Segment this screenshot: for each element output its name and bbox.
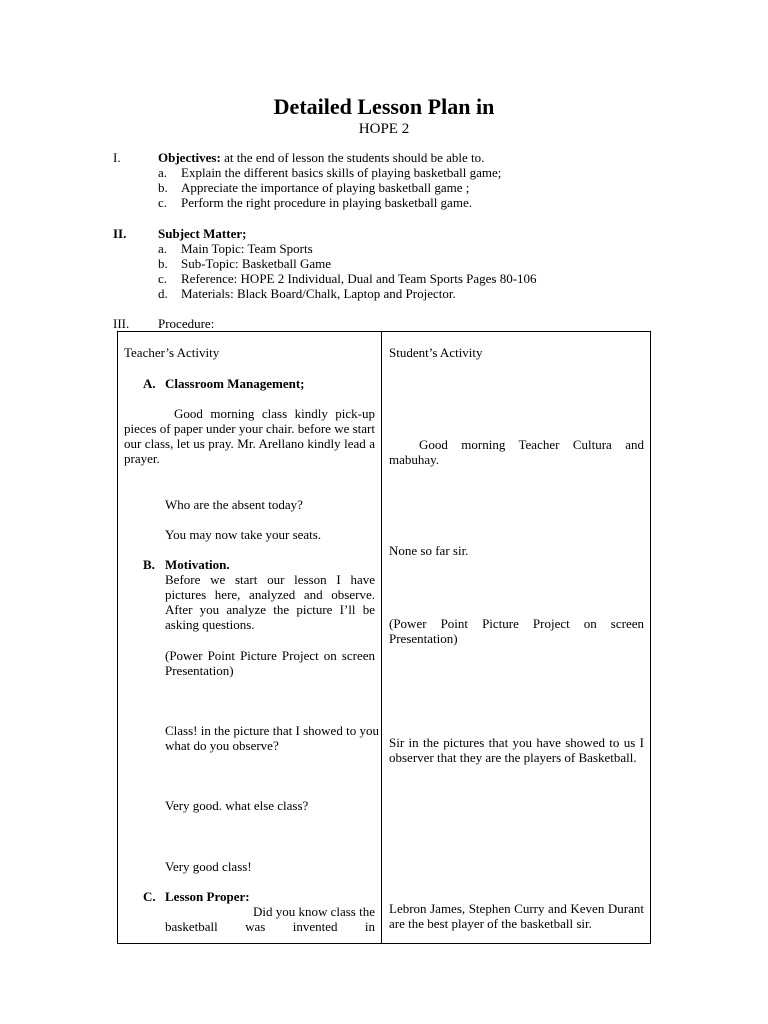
student-observe-reply: Sir in the pictures that you have showed to us I observer that they are the players of Basketball.: [389, 735, 644, 765]
subject-item-letter: b.: [158, 256, 168, 271]
teacher-motivation: Before we start our lesson I have pictures here, analyzed and observe. After you analyze the picture I’ll be asking questions.: [165, 572, 375, 632]
objective-item-text: Perform the right procedure in playing basketball game.: [181, 195, 472, 210]
subject-item-text: Sub-Topic: Basketball Game: [181, 256, 332, 271]
teacher-ppt: (Power Point Picture Project on screen Presentation): [165, 648, 375, 678]
student-greeting: Good morning Teacher Cultura and mabuhay.: [389, 437, 644, 467]
subject-item-text: Main Topic: Team Sports: [181, 241, 313, 256]
subject-matter-numeral: II.: [113, 226, 127, 241]
section-c-letter: C.: [143, 889, 156, 904]
objective-item-letter: b.: [158, 180, 168, 195]
teacher-lesson-line-2: basketball was invented in: [165, 919, 375, 934]
document-subtitle: HOPE 2: [358, 121, 410, 137]
section-c-title: Lesson Proper:: [165, 889, 250, 904]
objectives-line: [158, 150, 484, 165]
document-title: Detailed Lesson Plan in: [273, 94, 495, 119]
column-divider: [381, 332, 382, 943]
procedure-numeral: III.: [113, 316, 130, 331]
student-ppt: (Power Point Picture Project on screen Presentation): [389, 616, 644, 646]
subject-item-text: Reference: HOPE 2 Individual, Dual and Team Sports Pages 80-106: [181, 271, 537, 286]
objectives-numeral: I.: [113, 150, 121, 165]
subject-item-letter: a.: [158, 241, 168, 256]
objective-item-letter: c.: [158, 195, 168, 210]
teacher-very-good-2: Very good class!: [165, 859, 252, 874]
section-a-title: Classroom Management;: [165, 376, 305, 391]
objective-item-letter: a.: [158, 165, 168, 180]
section-b-letter: B.: [143, 557, 155, 572]
teacher-seats: You may now take your seats.: [165, 527, 322, 542]
subject-item-letter: d.: [158, 286, 168, 301]
objective-item-text: Explain the different basics skills of playing basketball game;: [181, 165, 502, 180]
teacher-activity-header: Teacher’s Activity: [124, 345, 220, 360]
procedure-table: [117, 331, 651, 944]
teacher-absent-question: Who are the absent today?: [165, 497, 303, 512]
teacher-greeting: Good morning class kindly pick-up pieces of paper under your chair. before we start our class, let us pray. Mr. Arellano kindly lead a prayer.: [124, 406, 375, 466]
teacher-lesson-line-1: Did you know class the: [252, 904, 375, 919]
section-a-letter: A.: [143, 376, 156, 391]
objective-item-text: Appreciate the importance of playing basketball game ;: [181, 180, 470, 195]
subject-matter-label: Subject Matter;: [158, 226, 247, 241]
section-b-title: Motivation.: [165, 557, 230, 572]
teacher-very-good-1: Very good. what else class?: [165, 798, 309, 813]
student-activity-header: Student’s Activity: [389, 345, 483, 360]
subject-item-letter: c.: [158, 271, 168, 286]
teacher-observe-question: Class! in the picture that I showed to you what do you observe?: [165, 723, 379, 753]
subject-item-text: Materials: Black Board/Chalk, Laptop and Projector.: [181, 286, 456, 301]
objectives-intro: at the end of lesson the students should be able to.: [220, 150, 485, 165]
student-players-reply: Lebron James, Stephen Curry and Keven Durant are the best player of the basketball sir.: [389, 901, 644, 931]
procedure-label: Procedure:: [158, 316, 215, 331]
student-absent-reply: None so far sir.: [389, 543, 469, 558]
objectives-label: Objectives:: [158, 150, 221, 165]
